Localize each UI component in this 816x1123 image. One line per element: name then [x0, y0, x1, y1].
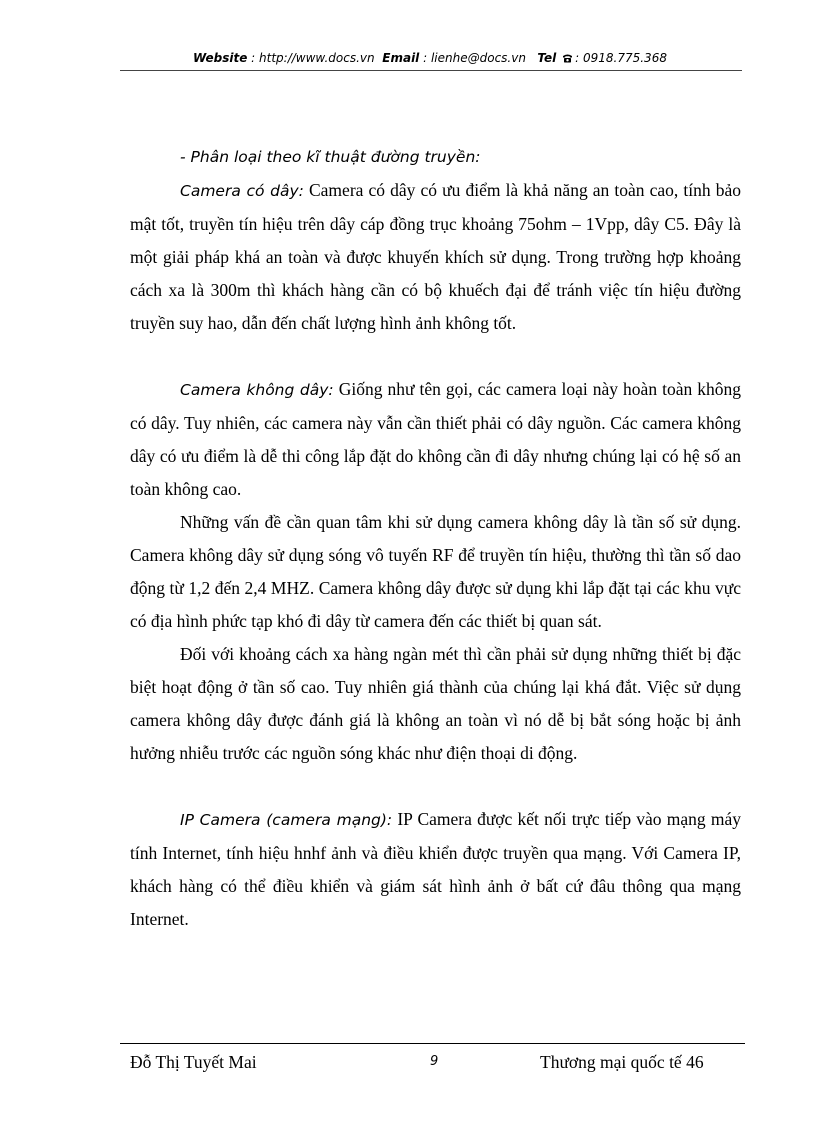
- wired-camera-lead: Camera có dây:: [180, 182, 304, 200]
- paragraph-wired-camera: Camera có dây: Camera có dây có ưu điểm là khả năng an toàn cao, tính bảo mật tốt, truyền tín hiệu trên dây cáp đồng trục khoảng 75ohm – 1Vpp, dây C5. Đây là một giải pháp khá an toàn và được khuyến khích sử dụng. Trong trường hợp khoảng cách xa là 300m thì khách hàng cần có bộ khuếch đại để tránh việc tín hiệu đường truyền suy hao, dẫn đến chất lượng hình ảnh không tốt.: [130, 180, 742, 333]
- ip-camera-lead: IP Camera (camera mạng):: [180, 811, 393, 829]
- paragraph-wireless-issues: Những vấn đề cần quan tâm khi sử dụng camera không dây là tần số sử dụng. Camera không dây sử dụng sóng vô tuyến RF để truyền tín hiệu, thường thì tần số dao động từ 1,2 đến 2,4 MHZ. Camera không dây được sử dụng khi lắp đặt tại các khu vực có địa hình phức tạp khó đi dây từ camera đến các thiết bị quan sát.: [130, 512, 741, 631]
- website-label: Website: [193, 51, 248, 65]
- tel-label: Tel: [537, 51, 557, 65]
- paragraph-long-range: Đối với khoảng cách xa hàng ngàn mét thì cần phải sử dụng những thiết bị đặc biệt hoạt động ở tần số cao. Tuy nhiên giá thành của chúng lại khá đắt. Việc sử dụng camera không dây được đánh giá là không an toàn vì nó dễ bị bắt sóng hoặc bị ảnh hưởng nhiễu trước các nguồn sóng khác như điện thoại di động.: [130, 644, 741, 763]
- paragraph-ip-camera: IP Camera (camera mạng): IP Camera được kết nối trực tiếp vào mạng máy tính Internet, tính hiệu hnhf ảnh và điều khiển được truyền qua mạng. Với Camera IP, khách hàng có thể điều khiển và giám sát hình ảnh ở bất cứ đâu thông qua mạng Internet.: [130, 809, 741, 929]
- footer-author: Đỗ Thị Tuyết Mai: [130, 1052, 257, 1072]
- footer-course: Thương mại quốc tế 46: [540, 1052, 704, 1072]
- page-number: 9: [430, 1054, 439, 1069]
- tel-value: 0918.775.368: [582, 51, 667, 65]
- email-value[interactable]: lienhe@docs.vn: [430, 51, 526, 65]
- header-divider: [120, 70, 742, 71]
- page-header: Website : http://www.docs.vn Email : lienhe@docs.vn Tel : 0918.775.368: [193, 51, 667, 65]
- footer-divider: [120, 1043, 745, 1044]
- telephone-icon: [562, 53, 573, 63]
- wireless-camera-lead: Camera không dây:: [180, 381, 334, 399]
- paragraph-wireless-camera: Camera không dây: Giống như tên gọi, các camera loại này hoàn toàn không có dây. Tuy nhiên, các camera này vẫn cần thiết phải có dây nguồn. Các camera không dây có ưu điểm là dễ thi công lắp đặt do không cần đi dây nhưng chúng lại có hệ số an toàn không cao.: [130, 379, 742, 499]
- section-heading: - Phân loại theo kĩ thuật đường truyền:: [180, 148, 481, 166]
- website-url[interactable]: http://www.docs.vn: [259, 51, 375, 65]
- email-label: Email: [382, 51, 420, 65]
- page-body: [130, 140, 741, 936]
